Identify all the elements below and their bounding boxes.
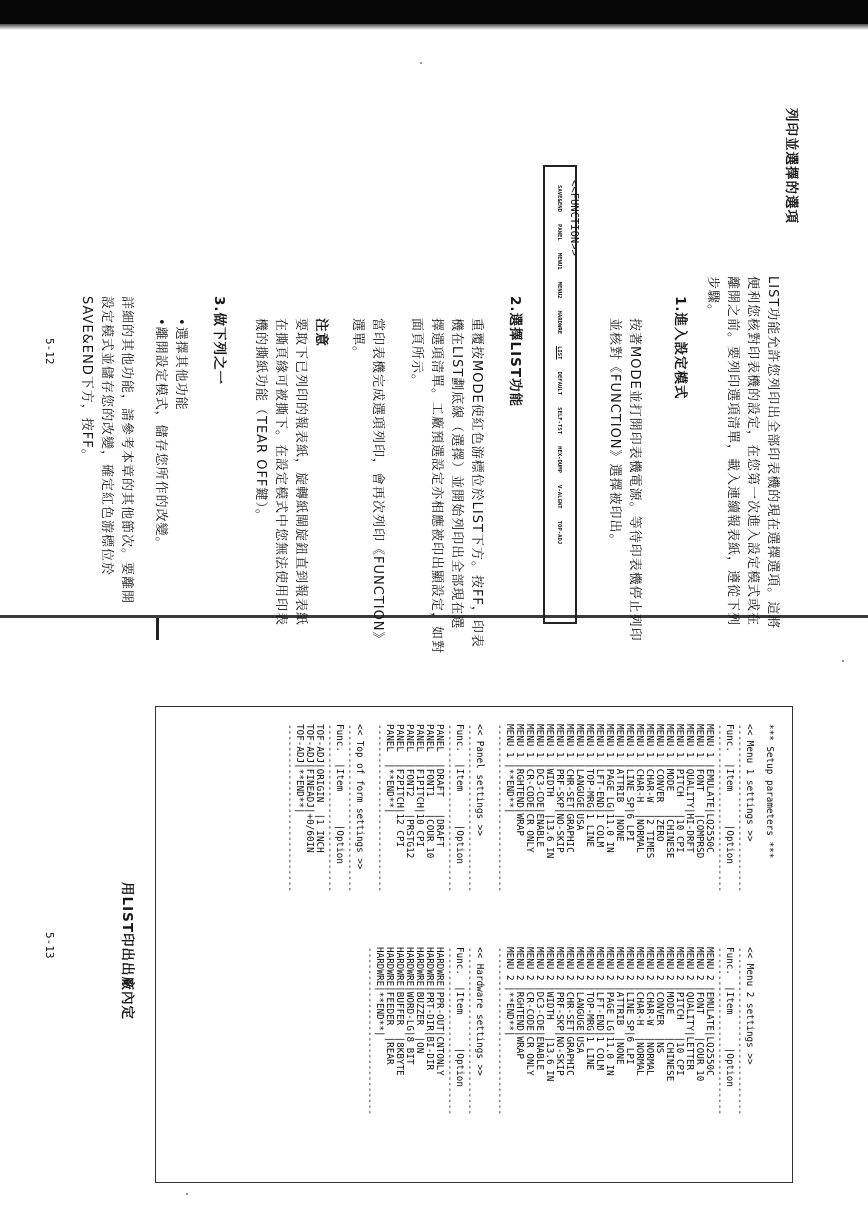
listing-line: MENU 1 |DC3-CDE|ENABLE bbox=[534, 724, 545, 848]
listing-line: ------------------------------ bbox=[324, 724, 335, 892]
listing-line: MENU 1 |WIDTH |13.6 IN bbox=[544, 724, 555, 859]
listing-line: MENU 2 |CR-CODE|CR ONLY bbox=[524, 947, 535, 1076]
intro-line-4: 步驟。 bbox=[705, 276, 720, 319]
listing-line: MENU 2 |CHR-SET|GRAPHIC bbox=[564, 947, 575, 1076]
listing-line: MENU 2 |WIDTH |13.6 IN bbox=[544, 947, 555, 1082]
page-number-left: 5-12 bbox=[43, 338, 56, 365]
listing-line: MENU 2 |LANGUGE|USA bbox=[574, 947, 585, 1054]
function-item-menu1: MENU1 bbox=[556, 252, 562, 270]
caution-line-1: 要取下已列印的報表紙，旋轉紙閘旋鈕直到報表紙 bbox=[293, 318, 308, 627]
function-item-hex-dump: HEX-DUMP bbox=[556, 446, 562, 474]
listing-line: MENU 2 |DC3-CDE|ENABLE bbox=[534, 947, 545, 1071]
listing-line bbox=[754, 947, 764, 1115]
listing-line: MENU 1 |RGHTEND|WRAP bbox=[514, 724, 525, 836]
listing-line: MENU 2 |**END**| bbox=[504, 947, 515, 1037]
listing-line: MENU 2 |LFT-END|1 COLM bbox=[594, 947, 605, 1071]
setup-listing-column-1 bbox=[284, 724, 774, 892]
section-heading: 列印並選擇的選項 bbox=[783, 108, 799, 224]
step-1-line-2: 並核對《FUNCTION》選擇被印出。 bbox=[607, 318, 622, 548]
listing-line: ------------------------------ bbox=[344, 724, 355, 892]
function-item-save-end: SAVE&END bbox=[556, 185, 562, 212]
listing-line: << Panel settings >> bbox=[474, 724, 485, 836]
note-line-1: 當印表機完成選項列印，會再次列印《FUNCTION》 bbox=[370, 318, 385, 646]
listing-line: HARDWRE|PRT-DIR|BI-DIR bbox=[424, 947, 435, 1071]
caution-line-3: 機的撕紙功能（TEAR OFF鍵）。 bbox=[253, 318, 268, 523]
listing-line: ------------------------------ bbox=[464, 947, 475, 1115]
listing-line: MENU 2 |EMULATE|LQ2550C bbox=[704, 947, 715, 1076]
figure-caption: 用LIST印出出廠內定 bbox=[119, 882, 135, 1021]
listing-line: MENU 1 |LFT-END|1 COLM bbox=[594, 724, 605, 848]
listing-line: ------------------------------ bbox=[714, 724, 725, 892]
closing-line-3: SAVE&END下方，按FF。 bbox=[79, 296, 94, 463]
listing-line: MENU 1 |CHR-SET|GRAPHIC bbox=[564, 724, 575, 853]
listing-line: << Menu 2 settings >> bbox=[744, 947, 755, 1065]
listing-line: MENU 1 |QUALITY|HI-DRFT bbox=[684, 724, 695, 853]
listing-line: MENU 1 |FONT |COMPRSD bbox=[694, 724, 705, 859]
listing-line: MENU 1 |LINE SP|6 LPI bbox=[624, 724, 635, 842]
listing-line: MENU 2 |TOP-MRG|1 LINE bbox=[584, 947, 595, 1071]
closing-line-1: 詳細的其他功能，請參考本章的其他節次。要離開 bbox=[119, 296, 134, 605]
listing-line: HARDWRE|FEEDER |REAR bbox=[384, 947, 395, 1065]
listing-line: TOF-ADJ|FINEADJ|+0/60IN bbox=[304, 724, 315, 853]
step-2-line-3: 擇選項清單。工廠預選設定亦相應被印出顯設定，如對 bbox=[429, 318, 444, 655]
intro-line-3: 離開之前。要列印選項清單，載入連續報表紙，遵從下列 bbox=[725, 276, 740, 627]
fold-mark bbox=[156, 618, 159, 640]
listing-line: ------------------------------ bbox=[364, 947, 375, 1115]
listing-line bbox=[484, 724, 494, 892]
scan-top-shadow bbox=[0, 24, 868, 30]
caution-label: 注意 bbox=[313, 318, 329, 347]
listing-line: PANEL |DRAFT |DRAFT bbox=[434, 724, 445, 848]
listing-line: MENU 2 |CHAR-H |NORMAL bbox=[634, 947, 645, 1076]
closing-line-2: 設定模式並儲存您的改變，確定紅色游標位於 bbox=[99, 296, 114, 577]
step-3-title: 3.做下列之一 bbox=[211, 296, 227, 386]
listing-line: MENU 1 |CHAR-W |2 TIMES bbox=[644, 724, 655, 859]
listing-line: ------------------------------ bbox=[734, 724, 745, 892]
listing-line: MENU 1 |TOP-MRG|1 LINE bbox=[584, 724, 595, 848]
function-item-default: DEFAULT bbox=[556, 371, 562, 396]
step-2-line-4: 面頁所示。 bbox=[409, 318, 424, 389]
setup-listing-column-2 bbox=[364, 947, 774, 1115]
listing-line: PANEL |**END**| bbox=[384, 724, 395, 814]
listing-line: MENU 1 |CHAR-H |NORMAL bbox=[634, 724, 645, 853]
listing-line: MENU 1 |**END**| bbox=[504, 724, 515, 814]
listing-line: MENU 2 |PAGE LG|11.0 IN bbox=[604, 947, 615, 1076]
listing-line: ------------------------------ bbox=[494, 947, 505, 1115]
listing-line: PANEL |F2PITCH|12 CPI bbox=[394, 724, 405, 848]
listing-line: PANEL |F1PITCH|10 CPI bbox=[414, 724, 425, 848]
step-1-line-1: 按著MODE並打開印表機電源。等待印表機停止列印 bbox=[627, 318, 642, 642]
listing-line: ------------------------------ bbox=[444, 947, 455, 1115]
step-2-line-2: 機在LIST劃底線（選擇）並開始列印出全部現在選 bbox=[449, 318, 464, 630]
listing-line: MENU 2 |PITCH |10 CPI bbox=[674, 947, 685, 1076]
listing-line: MENU 2 |MODE |CHINESE bbox=[664, 947, 675, 1082]
step-2-title: 2.選擇LIST功能 bbox=[507, 296, 523, 408]
listing-line: ------------------------------ bbox=[734, 947, 745, 1115]
listing-line: HARDWRE|BUFFER |8KBYTE bbox=[394, 947, 405, 1076]
listing-line: MENU 1 |PRF-SKP|NO-SKIP bbox=[554, 724, 565, 853]
function-item-list: LIST bbox=[556, 346, 562, 360]
listing-line: ------------------------------ bbox=[284, 724, 295, 892]
listing-line: ------------------------------ bbox=[494, 724, 505, 892]
listing-line: MENU 1 |CONVER |ZERO bbox=[654, 724, 665, 842]
listing-line: MENU 2 |PRF-SKP|NO-SKIP bbox=[554, 947, 565, 1076]
listing-line: PANEL |FONT2 |PRSTG12 bbox=[404, 724, 415, 859]
listing-line: MENU 1 |ATTRIB |NONE bbox=[614, 724, 625, 842]
listing-line: TOF-ADJ|**END**| bbox=[294, 724, 305, 814]
scan-top-edge bbox=[0, 0, 868, 24]
function-item-v-align: V-ALGNT bbox=[556, 485, 562, 509]
listing-line: MENU 2 |ATTRIB |NONE bbox=[614, 947, 625, 1065]
listing-line: Func. |Item |Option bbox=[454, 947, 465, 1087]
function-menu-title: <<FUNCTION>> bbox=[568, 180, 580, 256]
listing-line: HARDWRE|BUZZER |ON bbox=[414, 947, 425, 1054]
listing-line bbox=[764, 947, 774, 1115]
listing-line: MENU 2 |LINE SP|6 LPI bbox=[624, 947, 635, 1065]
listing-line: MENU 1 |PAGE LG|11.0 IN bbox=[604, 724, 615, 853]
listing-line: HARDWRE|**END**| bbox=[374, 947, 385, 1037]
listing-line: MENU 1 |MODE |CHINESE bbox=[664, 724, 675, 859]
scan-speck bbox=[186, 1193, 188, 1195]
listing-line: HARDWRE|WORD-LG|8 BIT bbox=[404, 947, 415, 1065]
intro-line-1: LIST功能允許您列印出全部印表機的現在選擇選項。這將 bbox=[765, 276, 780, 630]
listing-line: Func. |Item |Option bbox=[724, 724, 735, 864]
page-number-right: 5-13 bbox=[43, 932, 56, 959]
listing-line: MENU 1 |EMULATE|LQ2550C bbox=[704, 724, 715, 853]
intro-line-2: 便利您核對印表機的設定，在您第一次進入設定模式或在 bbox=[745, 276, 760, 627]
step-2-line-1: 重覆按MODE使紅色游標位於LIST下方。按FF，印表 bbox=[469, 318, 484, 648]
listing-line: << Top of form settings >> bbox=[354, 724, 365, 870]
listing-line bbox=[364, 724, 374, 892]
listing-line: Func. |Item |Option bbox=[724, 947, 735, 1087]
listing-line: HARDWRE|PPR-OUT|CNTONLY bbox=[434, 947, 445, 1076]
listing-line bbox=[754, 724, 764, 892]
listing-line: MENU 1 |CR-CODE|CR ONLY bbox=[524, 724, 535, 853]
function-item-top-adj: TOP-ADJ bbox=[556, 520, 562, 545]
listing-line: Func. |Item |Option bbox=[454, 724, 465, 864]
listing-line: Func. |Item |Option bbox=[334, 724, 345, 864]
function-item-menu2: MENU2 bbox=[556, 281, 562, 299]
note-line-2: 選單。 bbox=[350, 318, 365, 361]
listing-line: ------------------------------ bbox=[714, 947, 725, 1115]
listing-line: MENU 2 |QUALITY|LETTER bbox=[684, 947, 695, 1071]
listing-line: MENU 2 |CONVER |NS bbox=[654, 947, 665, 1054]
scan-speck bbox=[420, 62, 422, 64]
scan-speck bbox=[842, 660, 844, 662]
listing-line: MENU 2 |RGHTEND|WRAP bbox=[514, 947, 525, 1059]
listing-line: PANEL |FONT1 |COUR 10 bbox=[424, 724, 435, 859]
listing-line: MENU 1 |PITCH |10 CPI bbox=[674, 724, 685, 853]
listing-line: MENU 2 |CHAR-W |NORMAL bbox=[644, 947, 655, 1076]
listing-line: MENU 2 |FONT |COUR 10 bbox=[694, 947, 705, 1082]
listing-line: MENU 1 |LANGUGE|USA bbox=[574, 724, 585, 831]
function-item-hardware: HARDWRE bbox=[556, 310, 562, 335]
listing-line: ------------------------------ bbox=[444, 724, 455, 892]
listing-line: ------------------------------ bbox=[464, 724, 475, 892]
listing-line bbox=[484, 947, 494, 1115]
caution-line-2: 在撕頁緣可被撕下。在設定模式中您無法使用印表 bbox=[273, 318, 288, 627]
listing-line: << Menu 1 settings >> bbox=[744, 724, 755, 842]
listing-line: << Hardware settings >> bbox=[474, 947, 485, 1076]
bullet-exit-setup: •離開設定模式，儲存您所作的改變。 bbox=[153, 318, 168, 551]
listing-line: ------------------------------ bbox=[374, 724, 385, 892]
function-item-panel: PANEL bbox=[556, 223, 562, 241]
listing-line: TOF-ADJ|ORIGIN |1 INCH bbox=[314, 724, 325, 853]
function-item-self-test: SELF-TST bbox=[556, 407, 562, 435]
listing-line: *** Setup parameters *** bbox=[764, 724, 775, 859]
step-1-title: 1.進入設定模式 bbox=[672, 296, 688, 400]
bullet-select-other: •選擇其他功能 bbox=[173, 318, 188, 411]
function-menu-items bbox=[556, 185, 562, 544]
